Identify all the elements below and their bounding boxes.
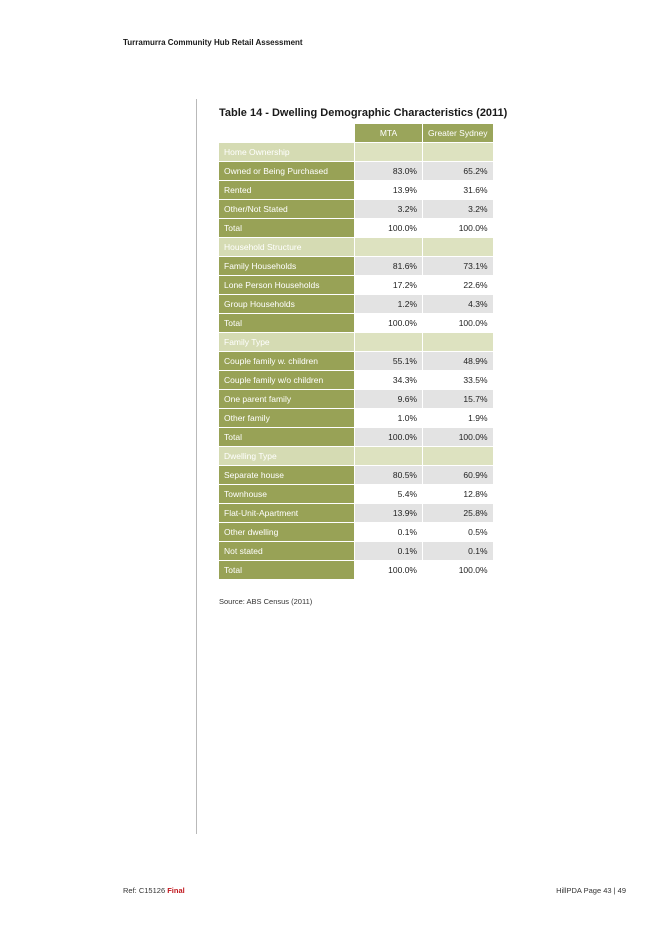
footer-ref-number: Ref: C15126 xyxy=(123,886,166,895)
row-label: Total xyxy=(219,561,354,579)
table-body xyxy=(219,143,493,579)
section-fill-cell xyxy=(423,447,493,465)
greater-sydney-value-cell: 12.8% xyxy=(423,485,493,503)
greater-sydney-value-cell: 73.1% xyxy=(423,257,493,275)
mta-value-cell: 3.2% xyxy=(355,200,422,218)
section-label: Family Type xyxy=(219,333,354,351)
source-note: Source: ABS Census (2011) xyxy=(219,597,313,606)
table-row xyxy=(219,523,493,541)
header-blank-cell xyxy=(219,124,354,142)
table-row xyxy=(219,352,493,370)
greater-sydney-value-cell: 100.0% xyxy=(423,561,493,579)
section-row xyxy=(219,333,493,351)
greater-sydney-value-cell: 31.6% xyxy=(423,181,493,199)
footer-page-number: HillPDA Page 43 | 49 xyxy=(556,886,626,895)
greater-sydney-value-cell: 4.3% xyxy=(423,295,493,313)
demographics-table xyxy=(218,123,494,580)
row-label: Other dwelling xyxy=(219,523,354,541)
margin-rule xyxy=(196,99,197,834)
row-label: Not stated xyxy=(219,542,354,560)
mta-value-cell: 17.2% xyxy=(355,276,422,294)
table-row xyxy=(219,390,493,408)
table-row xyxy=(219,200,493,218)
row-label: Total xyxy=(219,219,354,237)
row-label: Couple family w. children xyxy=(219,352,354,370)
mta-value-cell: 5.4% xyxy=(355,485,422,503)
section-fill-cell xyxy=(423,238,493,256)
mta-value-cell: 100.0% xyxy=(355,428,422,446)
greater-sydney-value-cell: 25.8% xyxy=(423,504,493,522)
table-row xyxy=(219,276,493,294)
mta-value-cell: 55.1% xyxy=(355,352,422,370)
column-header-greater-sydney: Greater Sydney xyxy=(423,124,493,142)
table-row xyxy=(219,162,493,180)
table-row xyxy=(219,181,493,199)
table-row xyxy=(219,219,493,237)
table-row xyxy=(219,314,493,332)
greater-sydney-value-cell: 100.0% xyxy=(423,428,493,446)
row-label: Other/Not Stated xyxy=(219,200,354,218)
mta-value-cell: 13.9% xyxy=(355,181,422,199)
section-fill-cell xyxy=(355,447,422,465)
section-fill-cell xyxy=(423,333,493,351)
row-label: Flat-Unit-Apartment xyxy=(219,504,354,522)
table-row xyxy=(219,561,493,579)
mta-value-cell: 1.2% xyxy=(355,295,422,313)
row-label: Separate house xyxy=(219,466,354,484)
mta-value-cell: 100.0% xyxy=(355,314,422,332)
section-fill-cell xyxy=(423,143,493,161)
document-header-title: Turramurra Community Hub Retail Assessment xyxy=(123,38,303,47)
section-row xyxy=(219,447,493,465)
greater-sydney-value-cell: 48.9% xyxy=(423,352,493,370)
mta-value-cell: 100.0% xyxy=(355,561,422,579)
section-fill-cell xyxy=(355,238,422,256)
mta-value-cell: 81.6% xyxy=(355,257,422,275)
greater-sydney-value-cell: 33.5% xyxy=(423,371,493,389)
table-row xyxy=(219,428,493,446)
row-label: Other family xyxy=(219,409,354,427)
table-header-row xyxy=(219,124,493,142)
table-row xyxy=(219,504,493,522)
greater-sydney-value-cell: 0.5% xyxy=(423,523,493,541)
section-fill-cell xyxy=(355,143,422,161)
greater-sydney-value-cell: 60.9% xyxy=(423,466,493,484)
section-label: Household Structure xyxy=(219,238,354,256)
mta-value-cell: 0.1% xyxy=(355,523,422,541)
mta-value-cell: 0.1% xyxy=(355,542,422,560)
row-label: Couple family w/o children xyxy=(219,371,354,389)
row-label: Owned or Being Purchased xyxy=(219,162,354,180)
row-label: Total xyxy=(219,428,354,446)
row-label: One parent family xyxy=(219,390,354,408)
table-row xyxy=(219,257,493,275)
column-header-mta: MTA xyxy=(355,124,422,142)
table-row xyxy=(219,409,493,427)
greater-sydney-value-cell: 100.0% xyxy=(423,314,493,332)
footer-status: Final xyxy=(167,886,185,895)
table-row xyxy=(219,466,493,484)
section-row xyxy=(219,143,493,161)
greater-sydney-value-cell: 1.9% xyxy=(423,409,493,427)
mta-value-cell: 1.0% xyxy=(355,409,422,427)
section-row xyxy=(219,238,493,256)
row-label: Lone Person Households xyxy=(219,276,354,294)
table-title: Table 14 - Dwelling Demographic Characteristics (2011) xyxy=(219,107,508,119)
footer-ref xyxy=(123,886,185,895)
mta-value-cell: 80.5% xyxy=(355,466,422,484)
table-row xyxy=(219,485,493,503)
row-label: Total xyxy=(219,314,354,332)
greater-sydney-value-cell: 22.6% xyxy=(423,276,493,294)
table-row xyxy=(219,295,493,313)
mta-value-cell: 83.0% xyxy=(355,162,422,180)
greater-sydney-value-cell: 100.0% xyxy=(423,219,493,237)
greater-sydney-value-cell: 65.2% xyxy=(423,162,493,180)
row-label: Townhouse xyxy=(219,485,354,503)
mta-value-cell: 34.3% xyxy=(355,371,422,389)
greater-sydney-value-cell: 0.1% xyxy=(423,542,493,560)
table-row xyxy=(219,542,493,560)
greater-sydney-value-cell: 15.7% xyxy=(423,390,493,408)
row-label: Group Households xyxy=(219,295,354,313)
section-fill-cell xyxy=(355,333,422,351)
mta-value-cell: 13.9% xyxy=(355,504,422,522)
greater-sydney-value-cell: 3.2% xyxy=(423,200,493,218)
row-label: Family Households xyxy=(219,257,354,275)
row-label: Rented xyxy=(219,181,354,199)
mta-value-cell: 9.6% xyxy=(355,390,422,408)
section-label: Dwelling Type xyxy=(219,447,354,465)
section-label: Home Ownership xyxy=(219,143,354,161)
mta-value-cell: 100.0% xyxy=(355,219,422,237)
table-row xyxy=(219,371,493,389)
